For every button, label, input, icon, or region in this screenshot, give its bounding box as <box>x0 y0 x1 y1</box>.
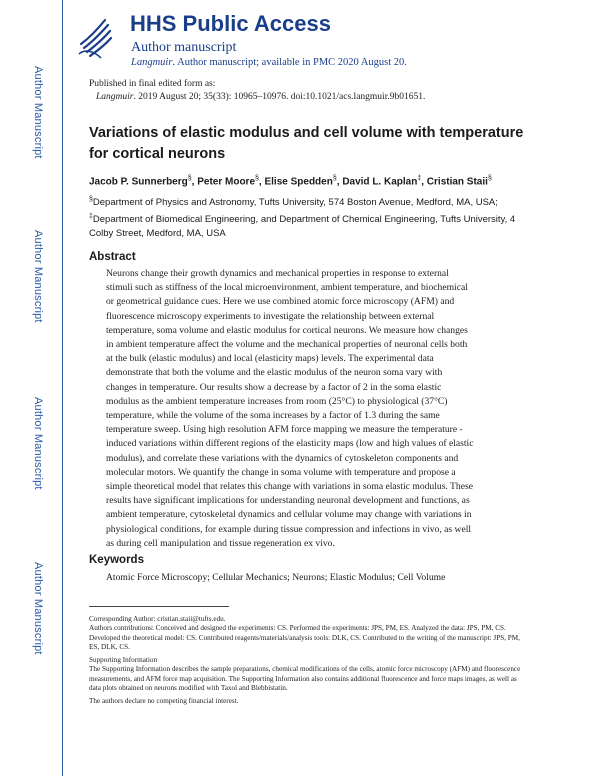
author-contributions: Authors contributions: Conceived and designed the experiments: CS. Performed the experiments: JPS, PM, ES. Analyzed the data: JPS, PM, CS. Developed the theoretical model: CS. Contributed reagents/materials/analysis tools: DLK, CS. Contributed to the writing of the manuscript: JPS, PM, ES, DLK, CS. <box>89 624 520 651</box>
journal-name: Langmuir <box>131 57 173 68</box>
availability-text: . Author manuscript; available in PMC 2020 August 20. <box>172 57 407 68</box>
sidebar-label-author-manuscript: Author Manuscript <box>32 397 44 490</box>
affiliation <box>89 210 529 241</box>
author-affiliation-mark: ‡ <box>417 175 422 182</box>
sidebar-label-author-manuscript: Author Manuscript <box>32 66 44 159</box>
availability-line <box>131 57 407 68</box>
citation-journal: Langmuir <box>96 92 134 102</box>
author-affiliation-mark: § <box>332 175 337 182</box>
sidebar-divider <box>62 0 63 776</box>
citation-line <box>89 91 425 104</box>
sidebar-label-author-manuscript: Author Manuscript <box>32 562 44 655</box>
corresponding-author: Corresponding Author: cristian.staii@tufts.edu. <box>89 615 226 623</box>
publication-info <box>89 78 425 104</box>
keywords-heading: Keywords <box>89 554 144 566</box>
sidebar-label-author-manuscript: Author Manuscript <box>32 230 44 323</box>
competing-interest: The authors declare no competing financial interest. <box>89 697 239 706</box>
supporting-info-text: The Supporting Information describes the sample preparations, chemical modifications of the cells, atomic force microscopy (AFM) and fluorescence measurements, and AFM force map acquisition. The Supporting Information also contains additional fluorescence and force maps images, as well as data plots obtained on neurons modified with Taxol and Blebbistatin. <box>89 665 521 693</box>
author-affiliation-mark: § <box>255 175 259 182</box>
abstract-heading: Abstract <box>89 251 136 263</box>
footnote-divider <box>89 606 229 607</box>
citation-text: . 2019 August 20; 35(33): 10965–10976. doi:10.1021/acs.langmuir.9b01651. <box>133 92 426 102</box>
author-affiliation-mark: § <box>487 175 492 182</box>
affiliation-text: Department of Biomedical Engineering, and Department of Chemical Engineering, Tufts University, 4 Colby Street, Medford, MA, USA <box>89 214 516 240</box>
author-affiliation-mark: § <box>187 175 192 182</box>
affiliation-text: Department of Physics and Astronomy, Tufts University, 574 Boston Avenue, Medford, MA, USA; <box>92 197 498 209</box>
author-list: Jacob P. Sunnerberg§, Peter Moore§, Elise Spedden§, David L. Kaplan‡, Cristian Staii§ <box>89 175 492 188</box>
paper-title: Variations of elastic modulus and cell volume with temperature for cortical neurons <box>89 125 524 162</box>
author-manuscript-label: Author manuscript <box>131 40 237 55</box>
affiliation-mark: ‡ <box>89 213 93 220</box>
hhs-eagle-logo <box>75 14 115 60</box>
author-name: Jacob P. Sunnerberg <box>89 176 188 188</box>
author-name: Cristian Staii <box>426 176 488 188</box>
supporting-info-heading: Supporting Information <box>89 656 158 665</box>
published-line: Published in final edited form as: <box>89 79 216 89</box>
affiliation-mark: § <box>89 196 93 203</box>
footnotes <box>89 615 529 707</box>
author-name: David L. Kaplan <box>342 176 418 188</box>
abstract-body: Neurons change their growth dynamics and mechanical properties in response to external stimuli such as stiffness of the local microenvironment, ambient temperature, and biochemical or geometrical guidance cues. Here we use combined atomic force microscopy (AFM) and fluorescence microscopy experiments to investigate the relationship between external temperature, soma volume and elastic modulus for cortical neurons. We measure how changes in ambient temperature affect the volume and the mechanical properties of neuronal cells both at the bulk (elastic modulus) and local (elasticity maps) levels. The experimental data demonstrate that both the volume and the elastic modulus of the neuron soma vary with changes in temperature. Our results show a decrease by a factor of 2 in the soma elastic modulus as the ambient temperature increases from room (25°C) to physiological (37°C) temperature, while the volume of the soma increases by a factor of 1.3 during the same temperature sweep. Using high resolution AFM force mapping we measure the temperature - induced variations within different regions of the elasticity maps (low and high values of elastic modulus), and correlate these variations with the dynamics of cytoskeleton components and molecular motors. We quantify the change in soma volume with temperature and propose a simple theoretical model that relates this change with variations in soma elastic modulus. These results have significant implications for understanding neuronal development and functions, as ambient temperature, cytoskeletal dynamics and cellular volume may change with variations in physiological conditions, for example during tissue compression and infections in vivo, as well as during cell manipulation and tissue regeneration ex vivo. <box>106 268 474 549</box>
author-name: Elise Spedden <box>264 176 333 188</box>
affiliation <box>89 193 529 210</box>
hhs-title: HHS Public Access <box>130 11 331 36</box>
author-name: Peter Moore <box>197 176 256 188</box>
keywords-list: Atomic Force Microscopy; Cellular Mechanics; Neurons; Elastic Modulus; Cell Volume <box>106 572 446 583</box>
